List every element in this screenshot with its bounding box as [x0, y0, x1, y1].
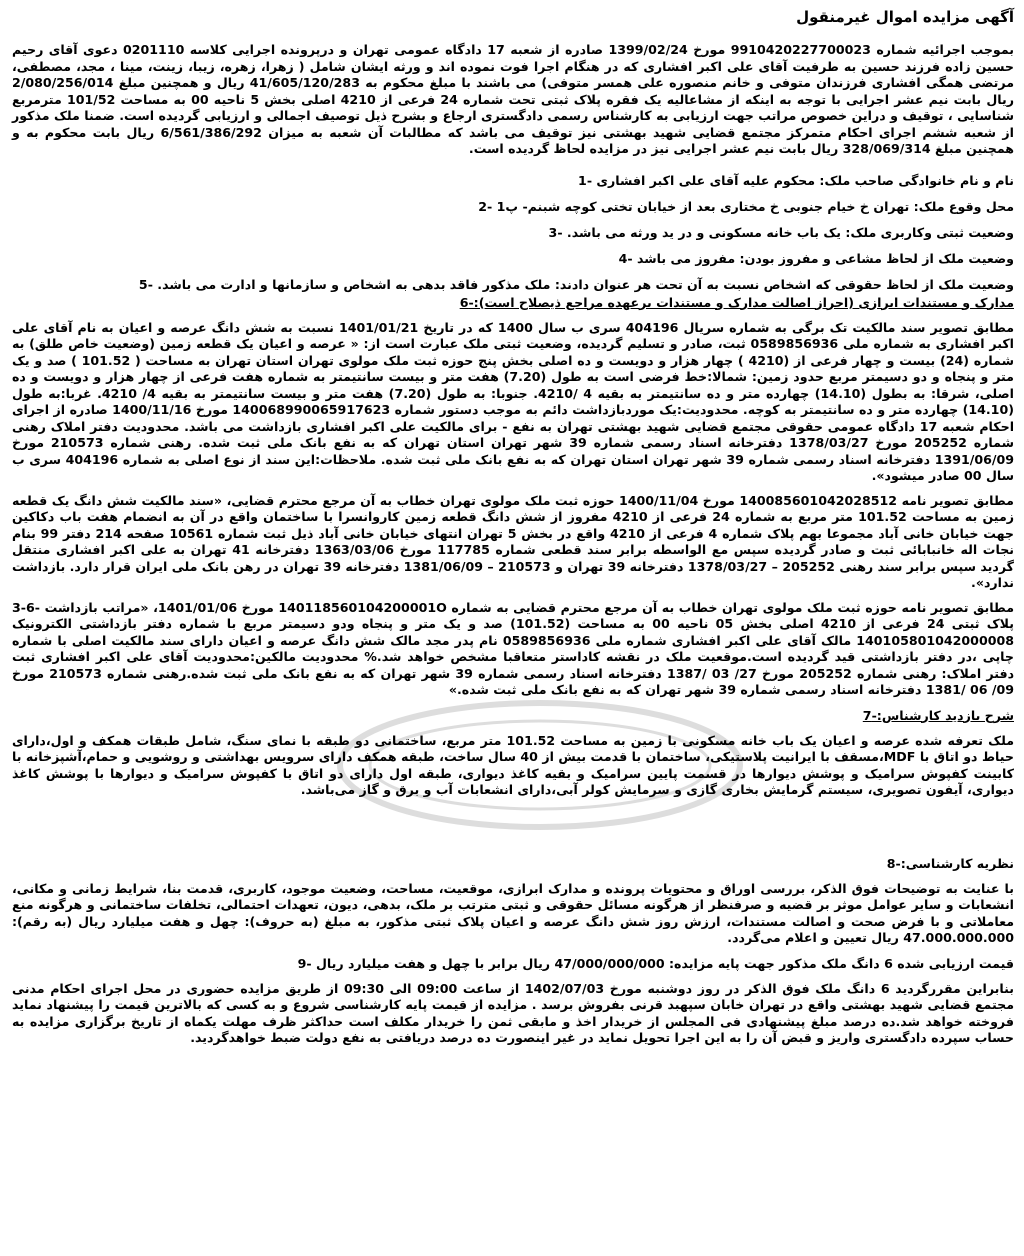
- section-9-price-line: قیمت ارزیابی شده 6 دانگ ملک مذکور جهت پایه مزایده: 47/000/000/000 ریال برابر با چهل و هفت میلیارد ریال -9: [297, 955, 1014, 971]
- section-7-heading: شرح بازدید کارشناس:-7: [862, 707, 1014, 723]
- section-6-3-paragraph: مطابق تصویر نامه حوزه ثبت ملک مولوی تهران خطاب به آن مرجع محترم قضایی به شماره 140118560104200001O مورخ 1401/01/06، «مراتب بازداشت -6-3 پلاک ثبتی 24 فرعی از 4210 اصلی بخش 05 ناحیه 00 به مساحت (101.52) صد و یک متر و پنجاه ودو دسیمتر مربع با شماره دفتر بازداشتی الکترونیک 140105801042000008 مالک آقای علی اکبر افشاری شماره ملی 0589856936 نام پدر مجد مالک شش دانگ عرصه و اعیان دارای سند مالکیت اصلی با شماره چاپی ،در دفتر بازداشتی قید گردیده است.موقعیت ملک در نقشه کاداستر متعاقبا مشخص خواهد شد.% محدودیت مالکین:محدودیت آقای علی اکبر افشاری ثبت دفتر املاک: رهنی شماره 205252 مورخ 27/ 03 /1387 دفترخانه اسناد رسمی شماره 39 شهر تهران که به نفع بانک ملی ثبت شده.رهنی شماره 210573 مورخ 09/ 06 /1381 دفترخانه اسناد رسمی شماره 39 شهر تهران که به نفع بانک ملی ثبت شده.»: [12, 599, 1015, 697]
- item-shared-status: وضعیت ملک از لحاظ مشاعی و مفروز بودن: مفروز می باشد -4: [618, 250, 1014, 266]
- section-8-heading: نظریه کارشناسی:-8: [886, 855, 1014, 871]
- item-legal-status: وضعیت ملک از لحاظ حقوقی که اشخاص نسبت به آن تحت هر عنوان دادند: ملک مذکور فاقد بدهی به اشخاص و سازمانها و ادارت می باشد. -5: [138, 276, 1014, 292]
- section-6-heading: مدارک و مستندات ابرازی (احراز اصالت مدارک و مستندات برعهده مراجع ذیصلاح است):-6: [459, 294, 1014, 310]
- intro-paragraph: بموجب اجرائیه شماره 9910420227700023 مورخ 1399/02/24 صادره از شعبه 17 دادگاه عمومی تهران و درپرونده اجرایی کلاسه 0201110 دعوی آقای رحیم حسین زاده فرزند حسین به طرفیت آقای علی اکبر افشاری که در هنگام اجرا فوت نموده اند و ورثه ایشان شامل ( زهرا، زهره، زیبا، زینت، مینا ، مجد، مصطفی، مرتضی همگی افشاری فرزندان متوفی و خانم منصوره علی همسر متوفی) می باشند با مبلغ محکوم به 41/605/120/283 ریال و همچنین مبلغ 2/080/256/014 ریال بابت نیم عشر اجرایی با توجه به اینکه از مشاعالیه یک فقره پلاک ثبتی تحت شماره 24 فرعی از 4210 اصلی بخش 5 ناحیه 00 به مساحت 101/52 مترمربع شناسایی ، توقیف و دراین خصوص مراتب جهت ارزیابی به کارشناس رسمی دادگستری ارجاع و بشرح ذیل توصیف اجمالی و ارزیابی گردیده است. ضمنا ملک مذکور از شعبه ششم اجرای احکام متمرکز مجتمع قضایی شهید بهشتی نیز توقیف می باشد که مطالبات آن شعبه به میزان 6/561/386/292 ریال بابت محکوم به و همچنین مبلغ 328/069/314 ریال بابت نیم عشر اجرایی نیز در مزایده لحاظ گردیده است.: [12, 42, 1014, 156]
- section-9-paragraph: بنابراین مقررگردید 6 دانگ ملک فوق الذکر در روز دوشنبه مورخ 1402/07/03 از ساعت 09:00 الی 09:30 از طریق مزایده حضوری در محل اجرای احکام مدنی مجتمع قضایی شهید بهشتی واقع در تهران خابان سپهبد قرنی بفروش برسد . مزایده از قیمت پایه کارشناسی شروع و به کسی که بالاترین قیمت را پیشنهاد نماید فروخته خواهد شد.ده درصد مبلغ پیشنهادی فی المجلس از خریدار اخذ و مابقی ثمن را خریدار مکلف است حداکثر ظرف مهلت یکماه از تاریخ برگزاری مزایده به حساب سپرده دادگستری واریز و قبض آن را به این اجرا تحویل نماید در غیر اینصورت ده درصد دریافتی به نفع دولت ضبط خواهدگردید.: [12, 980, 1014, 1045]
- section-8-paragraph: با عنایت به توضیحات فوق الذکر، بررسی اوراق و محتویات پرونده و مدارک ابرازی، موقعیت، مساحت، وضعیت موجود، کاربری، قدمت بنا، شرایط زمانی و مکانی، انشعابات و سایر عوامل موثر بر قضیه و صرفنظر از هرگونه مسائل حقوقی و ثبتی مترتب بر ملک، بدهی، دیون، تعهدات احتمالی، تخلفات ساختمانی و هرگونه منع معاملاتی و با فرض صحت و اصالت مستندات، ارزش روز شش دانگ عرصه و اعیان پلاک ثبتی مذکور، به مبلغ (به حروف): چهل و هفت میلیارد ریال (به رقم): 47.000.000.000 ریال تعیین و اعلام می‌گردد.: [12, 880, 1014, 945]
- notice-title: آگهی مزایده اموال غیرمنقول: [796, 8, 1014, 26]
- item-registration-status: وضعیت ثبتی وکاربری ملک: یک باب خانه مسکونی و در ید ورثه می باشد. -3: [548, 224, 1014, 240]
- section-6-1-paragraph: مطابق تصویر سند مالکیت تک برگی به شماره سریال 404196 سری ب سال 1400 که در تاریخ 1401/01/21 نسبت به شش دانگ عرصه و اعیان به نام آقای علی اکبر افشاری به شماره ملی 0589856936 ثبت، صادر و تسلیم گردیده، وضعیت ثبتی ملک عبارت است از: « عرصه و اعیان یک قطعه زمین (وضعیت خاص طلق) به شماره (24) بیست و چهار فرعی از (4210 ) چهار هزار و دویست و ده اصلی بخش پنج حوزه ثبت ملک مولوی تهران استان تهران به مساحت ( 101.52 ) صد و یک متر و پنجاه و دو دسیمتر مربع حدود زمین: شمالا:خط فرضی است به طول (7.20) هفت متر و بیست سانتیمتر به شماره هفت فرعی از چهار هزار و دویست و ده اصلی، شرقا: به بطول (14.10) چهارده متر و ده سانتیمتر به بقیه 4 /4210. جنوبا: به طول (7.20) هفت متر و بیست سانتیمتر به بقیه 4/ 4210. غربا:به طول (14.10) چهارده متر و ده سانتیمتر به کوچه. محدودیت:یک موردبازداشت دائم به موجب دستور شماره 140068990065917623 مورخ 1400/11/16 صادره از اجرای احکام شعبه 17 دادگاه عمومی حقوقی مجتمع قضایی شهید بهشتی تهران به نفع - برای مالکیت علی اکبر افشاری بازداشت می باشد. محدودیت دفتر املاک رهنی شماره 205252 مورخ 1378/03/27 دفترخانه اسناد رسمی شماره 39 شهر تهران استان تهران که به نفع بانک ملی ثبت شده. رهنی شماره 210573 مورخ 1391/06/09 دفترخانه اسناد رسمی شماره 39 شهر تهران استان تهران که به نفع بانک ملی ثبت شده. ملاحظات:این سند از نوع اصلی به شماره 404196 سری ب سال 00 صادر میشود».: [12, 319, 1015, 483]
- section-6-2-paragraph: مطابق تصویر نامه 140085601042028512 مورخ 1400/11/04 حوزه ثبت ملک مولوی تهران خطاب به آن مرجع محترم قضایی، «سند مالکیت شش دانگ یک قطعه زمین به مساحت 101.52 متر مربع به شماره 24 فرعی از 4210 مفروز از شش دانگ قطعه زمین کاروانسرا با ساختمان واقع در آن به انضمام هفت باب دکاکین جهت خیابان خانی آباد مجموعا بهم پلاک شماره 4 فرعی از 4210 واقع در بخش 5 تهران انتهای خیابان خانی آباد ذیل ثبت شماره 10561 صفحه 214 دفتر 99 بنام نجات اله خانبابائی ثبت و صادر گردیده سپس مع الواسطه برابر سند قطعی شماره 117785 مورخ 1363/03/06 دفترخانه 41 تهران به علی اکبر افشاری منتقل گردید سپس برابر سند رهنی 205252 – 1378/03/27 دفترخانه 39 تهران و 210573 – 1381/06/09 دفترخانه 39 تهران در رهن بانک ملی ایران قرار دارد. بازداشت ندارد».: [12, 492, 1015, 590]
- item-owner-name: نام و نام خانوادگی صاحب ملک: محکوم علیه آقای علی اکبر افشاری -1: [578, 172, 1014, 188]
- section-7-paragraph: ملک تعرفه شده عرصه و اعیان یک باب خانه مسکونی با زمین به مساحت 101.52 متر مربع، ساختمانی دو طبقه با نمای سنگ، شامل طبقات همکف و اول،دارای حیاط دو اتاق با MDF،مسقف با ایرانیت پلاستیکی، ساختمان با قدمت بیش از 40 سال ساخت، طبقه همکف دارای سرویس بهداشتی و روشویی و حمام،آشپزخانه با کابینت کفپوش سرامیک و پوشش دیوارها در قسمت پایین سرامیک و بقیه کاغذ دیواری، طبقه اول دارای دو اتاق با کفپوش سرامیک و دیوارها با پوشش کاغذ دیواری، آیفون تصویری، سیستم گرمایش بخاری گازی و سرمایش کولر آبی،دارای انشعابات آب و برق و گاز می‌باشد.: [12, 732, 1015, 797]
- item-property-location: محل وقوع ملک: تهران خ خیام جنوبی خ مختاری بعد از خیابان تختی کوچه شبنم- پ1 -2: [478, 198, 1014, 214]
